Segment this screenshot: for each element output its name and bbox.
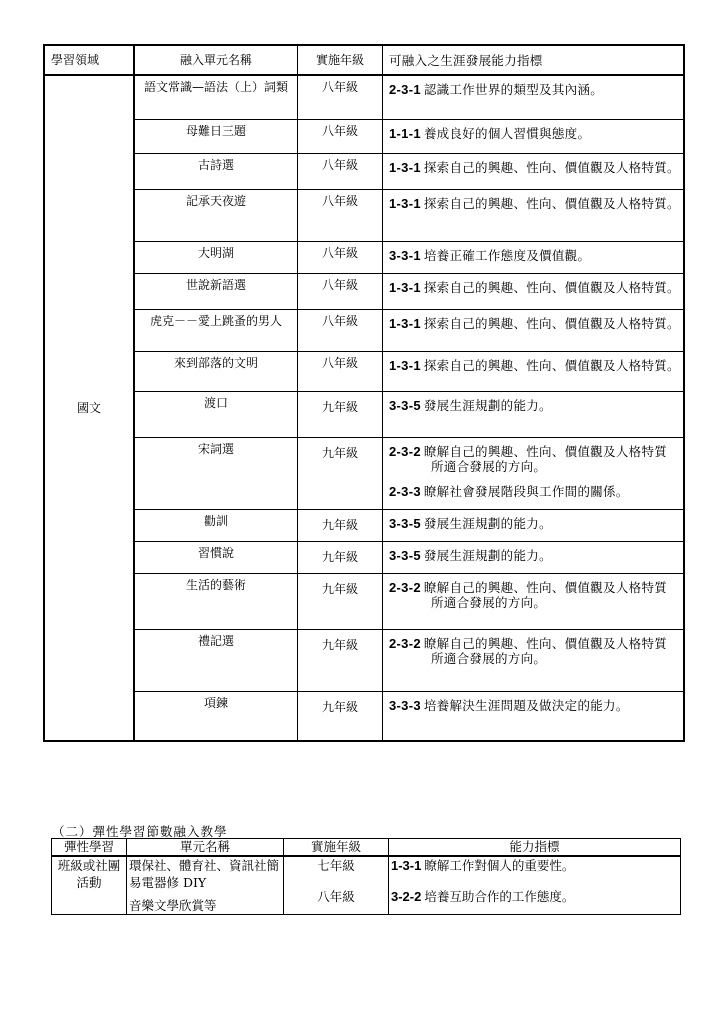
indicator-continuation: 所適合發展的方向。 — [431, 594, 547, 610]
indicator-line — [389, 82, 681, 97]
indicator-line — [389, 548, 681, 563]
indicator-code: 3-2-2 — [391, 889, 422, 904]
category-cell: 班級或社團活動 — [52, 856, 127, 915]
indicator-line — [389, 358, 681, 373]
indicator-continuation: 所適合發展的方向。 — [431, 458, 547, 474]
unit-line: 環保社、體育社、資訊社簡易電器修 DIY — [129, 858, 280, 890]
indicator-line — [389, 516, 681, 531]
unit-cell — [127, 856, 284, 915]
indicator-cell — [383, 509, 685, 541]
header-grade: 實施年級 — [298, 45, 383, 75]
indicator-text: 發展生涯規劃的能力。 — [423, 547, 552, 563]
indicator-text: 養成良好的個人習慣與態度。 — [423, 125, 591, 141]
indicator-line — [389, 444, 681, 459]
indicator-continuation: 所適合發展的方向。 — [431, 650, 547, 666]
indicator-line — [389, 484, 681, 499]
table-header-row — [44, 45, 684, 75]
unit-cell: 項鍊 — [134, 691, 298, 741]
indicator-cell — [383, 189, 685, 241]
table-row — [44, 351, 684, 391]
indicator-text: 探索自己的興趣、性向、價值觀及人格特質。 — [423, 357, 680, 373]
indicator-cell — [383, 541, 685, 573]
grade-cell: 九年級 — [298, 437, 383, 509]
table-header-row — [52, 839, 681, 857]
indicator-cell — [383, 573, 685, 629]
indicator-line — [391, 857, 678, 874]
table-row — [44, 189, 684, 241]
indicator-line — [389, 248, 681, 263]
grade-cell — [284, 856, 389, 915]
unit-cell: 渡口 — [134, 391, 298, 437]
indicator-cell — [383, 309, 685, 351]
subject-cell: 國文 — [44, 75, 134, 741]
unit-cell: 勸訓 — [134, 509, 298, 541]
table-row — [44, 241, 684, 273]
table-row — [44, 75, 684, 119]
grade-cell: 八年級 — [298, 351, 383, 391]
grade-cell: 九年級 — [298, 629, 383, 691]
grade-text: 八年級 — [317, 889, 355, 904]
indicator-text: 瞭解自己的興趣、性向、價值觀及人格特質 — [423, 635, 668, 651]
grade-cell: 九年級 — [298, 541, 383, 573]
indicator-code: 1-3-1 — [389, 357, 421, 373]
header-grade: 實施年級 — [284, 839, 389, 857]
flexible-learning-table — [51, 838, 681, 915]
grade-cell: 八年級 — [298, 189, 383, 241]
table-row — [44, 541, 684, 573]
indicator-cell — [383, 119, 685, 153]
indicator-line — [391, 888, 678, 905]
unit-cell: 來到部落的文明 — [134, 351, 298, 391]
indicator-code: 1-3-1 — [389, 279, 421, 295]
indicator-text: 發展生涯規劃的能力。 — [423, 515, 552, 531]
grade-cell: 九年級 — [298, 691, 383, 741]
indicator-text: 探索自己的興趣、性向、價值觀及人格特質。 — [423, 279, 680, 295]
table-row — [44, 509, 684, 541]
indicator-code: 2-3-3 — [389, 483, 421, 499]
unit-cell: 習慣說 — [134, 541, 298, 573]
unit-cell: 大明湖 — [134, 241, 298, 273]
indicator-line — [389, 698, 681, 713]
indicator-code: 1-3-1 — [389, 195, 421, 211]
indicator-line — [389, 160, 681, 175]
unit-cell: 世說新語選 — [134, 273, 298, 309]
indicator-cell — [383, 691, 685, 741]
career-indicator-table — [43, 44, 685, 742]
header-indicator: 能力指標 — [389, 839, 681, 857]
unit-line: 音樂文學欣賞等 — [129, 898, 217, 913]
indicator-text: 探索自己的興趣、性向、價值觀及人格特質。 — [423, 195, 680, 211]
indicator-text: 瞭解工作對個人的重要性。 — [424, 858, 575, 873]
indicator-text: 瞭解社會發展階段與工作間的關係。 — [423, 483, 629, 499]
header-unit: 融入單元名稱 — [134, 45, 298, 75]
indicator-cell — [383, 391, 685, 437]
indicator-text: 發展生涯規劃的能力。 — [423, 397, 552, 413]
header-unit: 單元名稱 — [127, 839, 284, 857]
indicator-text: 探索自己的興趣、性向、價值觀及人格特質。 — [423, 315, 680, 331]
indicator-line — [389, 636, 681, 651]
unit-cell: 古詩選 — [134, 153, 298, 189]
unit-cell: 語文常識—語法（上）詞類 — [134, 75, 298, 119]
grade-cell: 八年級 — [298, 75, 383, 119]
indicator-code: 1-1-1 — [389, 125, 421, 141]
grade-cell: 八年級 — [298, 119, 383, 153]
indicator-code: 3-3-5 — [389, 547, 421, 563]
indicator-line — [389, 316, 681, 331]
grade-cell: 八年級 — [298, 241, 383, 273]
grade-cell: 九年級 — [298, 391, 383, 437]
indicator-text: 探索自己的興趣、性向、價值觀及人格特質。 — [423, 159, 680, 175]
indicator-text: 培養互助合作的工作態度。 — [424, 889, 575, 904]
indicator-code: 2-3-2 — [389, 579, 421, 595]
header-category: 彈性學習 — [52, 839, 127, 857]
indicator-text: 認識工作世界的類型及其內涵。 — [423, 82, 604, 97]
indicator-line — [389, 398, 681, 413]
indicator-text: 培養正確工作態度及價值觀。 — [423, 247, 591, 263]
table-row — [44, 437, 684, 509]
table-row — [44, 273, 684, 309]
indicator-cell — [383, 241, 685, 273]
indicator-line — [389, 126, 681, 141]
table-row — [44, 691, 684, 741]
indicator-line — [389, 280, 681, 295]
header-domain: 學習領域 — [44, 45, 134, 75]
indicator-cell — [383, 273, 685, 309]
table-row — [44, 309, 684, 351]
unit-cell: 禮記選 — [134, 629, 298, 691]
indicator-text: 瞭解自己的興趣、性向、價值觀及人格特質 — [423, 443, 668, 459]
indicator-code: 3-3-5 — [389, 397, 421, 413]
indicator-cell — [383, 629, 685, 691]
indicator-line — [389, 580, 681, 595]
indicator-code: 2-3-2 — [389, 443, 421, 459]
indicator-line — [389, 196, 681, 211]
grade-text: 七年級 — [317, 858, 355, 873]
table-row — [44, 119, 684, 153]
unit-cell: 宋詞選 — [134, 437, 298, 509]
grade-cell: 八年級 — [298, 309, 383, 351]
indicator-code: 3-3-1 — [389, 247, 421, 263]
section-title: （二）彈性學習節數融入教學 — [52, 824, 228, 839]
table-row — [44, 573, 684, 629]
indicator-cell — [383, 75, 685, 119]
table-row — [44, 629, 684, 691]
grade-cell: 八年級 — [298, 273, 383, 309]
indicator-code: 2-3-2 — [389, 635, 421, 651]
grade-cell: 八年級 — [298, 153, 383, 189]
grade-cell: 九年級 — [298, 509, 383, 541]
table-row — [44, 153, 684, 189]
indicator-cell — [383, 351, 685, 391]
indicator-code: 3-3-3 — [389, 697, 421, 713]
indicator-cell — [389, 856, 681, 915]
table-row — [44, 391, 684, 437]
unit-cell: 母難日三題 — [134, 119, 298, 153]
indicator-cell — [383, 153, 685, 189]
unit-cell: 生活的藝術 — [134, 573, 298, 629]
unit-cell: 虎克－－愛上跳蚤的男人 — [134, 309, 298, 351]
header-indicator: 可融入之生涯發展能力指標 — [383, 45, 685, 75]
indicator-code: 1-3-1 — [391, 858, 422, 873]
indicator-code: 2-3-1 — [389, 82, 421, 97]
indicator-text: 培養解決生涯問題及做決定的能力。 — [423, 697, 629, 713]
indicator-code: 1-3-1 — [389, 159, 421, 175]
indicator-code: 1-3-1 — [389, 315, 421, 331]
indicator-cell — [383, 437, 685, 509]
grade-cell: 九年級 — [298, 573, 383, 629]
unit-cell: 記承天夜遊 — [134, 189, 298, 241]
table-row — [52, 856, 681, 915]
indicator-text: 瞭解自己的興趣、性向、價值觀及人格特質 — [423, 579, 668, 595]
indicator-code: 3-3-5 — [389, 515, 421, 531]
